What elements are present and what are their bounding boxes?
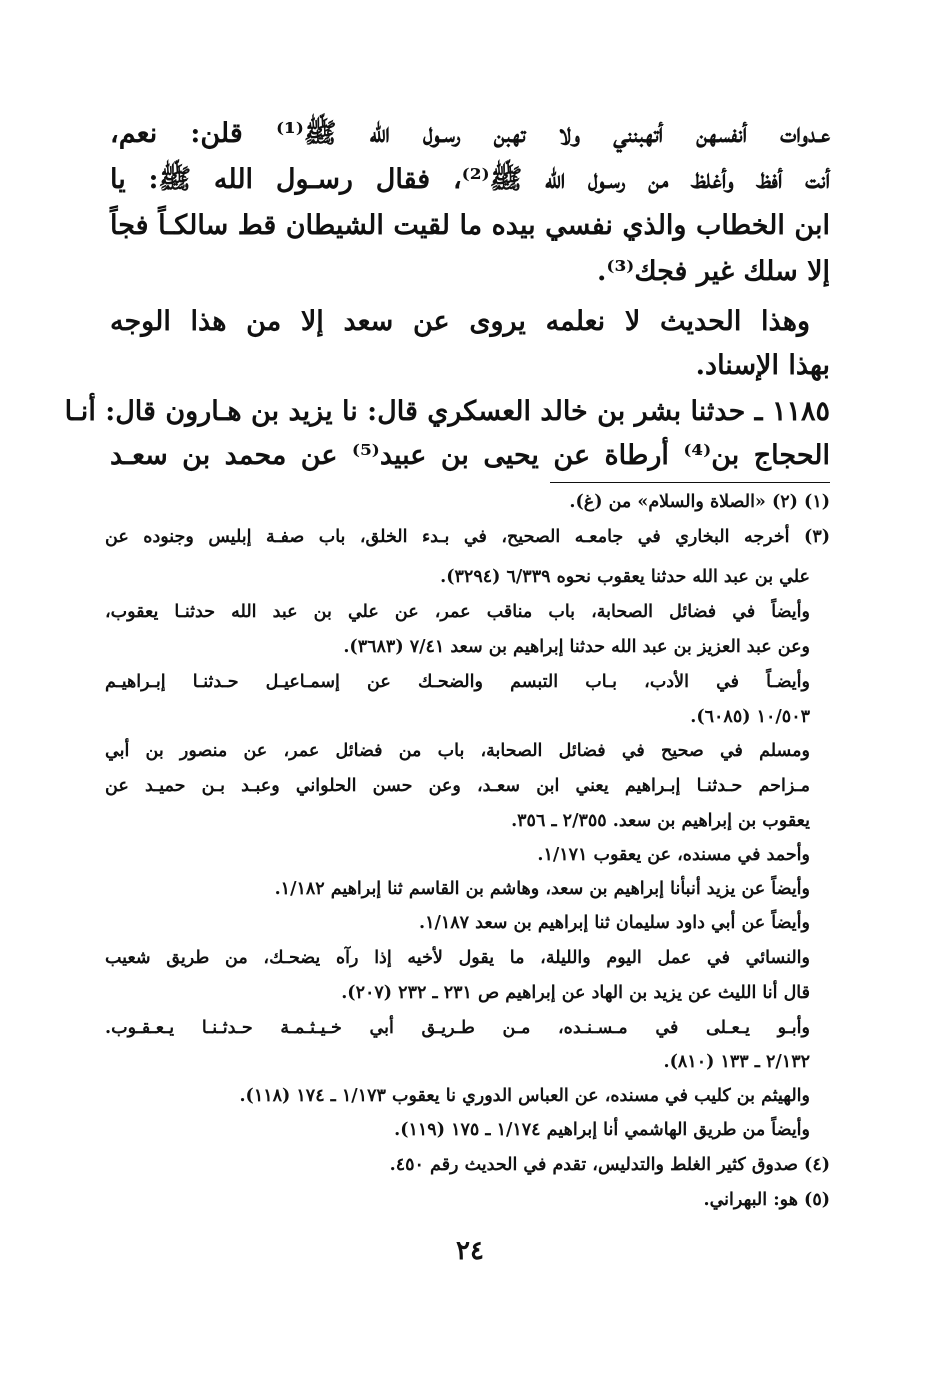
footnote: (٣) أخرجه البخاري في جامعـه الصحيح، في بـدء الخلق، باب صفـة إبليس وجنوده عن [105, 527, 830, 547]
footnote: علي بن عبد الله حدثنا يعقوب نحوه ٦/٣٣٩ (٣٢٩٤). [440, 567, 810, 587]
main-line: بهذا الإسناد. [695, 350, 830, 381]
footnote: والهيثم بن كليب في مسنده، عن العباس الدوري نا يعقوب ١/١٧٣ ـ ١٧٤ (١١٨). [239, 1086, 810, 1106]
main-line: إلا سلك غير فجك⁽³⁾. [597, 256, 830, 287]
footnote: مـزاحم حـدثنـا إبـراهيم يعني ابن سعـد، وعن حسن الحلواني وعبـد بـن حميـد عن [105, 776, 810, 796]
footnote: وعن عبد العزيز بن عبد الله حدثنا إبراهيم بن سعد ٧/٤١ (٣٦٨٣). [343, 637, 810, 657]
footnote: وأيضاً من طريق الهاشمي أنا إبراهيم ١/١٧٤ ـ ١٧٥ (١١٩). [394, 1120, 810, 1140]
page-number: ٢٤ [456, 1236, 484, 1266]
main-line: وهذا الحديث لا نعلمه يروى عن سعد إلا من هذا الوجه [110, 306, 810, 337]
footnote: وأحمد في مسنده، عن يعقوب ١/١٧١. [537, 845, 810, 865]
footnote: (٥) هو: البهراني. [703, 1190, 830, 1210]
main-line: ابن الخطاب والذي نفسي بيده ما لقيت الشيطان قط سالكـاً فجاً [110, 210, 830, 241]
footnote: وأيضاً عن أبي داود سليمان ثنا إبراهيم بن سعد ١/١٨٧. [418, 913, 810, 933]
footnote: وأبـو يـعـلى في مـسـنـده، مـن طـريـق أبي خـيـثـمـة حـدثـنـا يـعـقـوب. [105, 1018, 810, 1038]
footnote-separator [550, 482, 830, 483]
footnote: ١٠/٥٠٣ (٦٠٨٥). [690, 707, 810, 727]
main-line: عـدوات أنفسهن أتهبنني ولا تهبن رسـول الله ﷺ⁽¹⁾ قلن: نعم، [110, 118, 831, 149]
footnote: يعقوب بن إبراهيم بن سعد. ٢/٣٥٥ ـ ٣٥٦. [511, 811, 810, 831]
footnote: ومسلم في صحيح في فضائل الصحابة، باب من فضائل عمر، عن منصور بن أبي [105, 741, 810, 761]
hadith-heading-line: ١١٨٥ ـ حدثنا بشر بن خالد العسكري قال: نا يزيد بن هـارون قال: أنـا [64, 396, 830, 427]
main-line: أنت أفظ وأغلظ من رسـول الله ﷺ⁽²⁾، فقال رسـول الله ﷺ: يا [110, 164, 830, 195]
footnote: وأيضـاً في الأدب، بـاب التبسم والضحـك عن إسمـاعيـل حـدثنـا إبـراهيـم [105, 672, 810, 692]
main-line: الحجاج بن⁽⁴⁾ أرطاة عن يحيى بن عبيد⁽⁵⁾ عن محمد بن سعـد [110, 440, 830, 471]
footnote: والنسائي في عمل اليوم والليلة، ما يقول لأخيه إذا رآه يضحـك، من طريق شعيب [105, 948, 810, 968]
footnote: (١) (٢) «الصلاة والسلام» من (غ). [569, 492, 830, 512]
footnote: قال أنا الليث عن يزيد بن الهاد عن إبراهيم ص ٢٣١ ـ ٢٣٢ (٢٠٧). [341, 983, 810, 1003]
footnote: وأيضاً عن يزيد أنبأنا إبراهيم بن سعد، وهاشم بن القاسم ثنا إبراهيم ١/١٨٢. [274, 879, 810, 899]
footnote: ٢/١٣٢ ـ ١٣٣ (٨١٠). [663, 1052, 810, 1072]
footnote: وأيضاً في فضائل الصحابة، باب مناقب عمر، عن علي بن عبد الله حدثنـا يعقوب، [105, 602, 810, 622]
footnote: (٤) صدوق كثير الغلط والتدليس، تقدم في الحديث رقم ٤٥٠. [389, 1155, 830, 1175]
